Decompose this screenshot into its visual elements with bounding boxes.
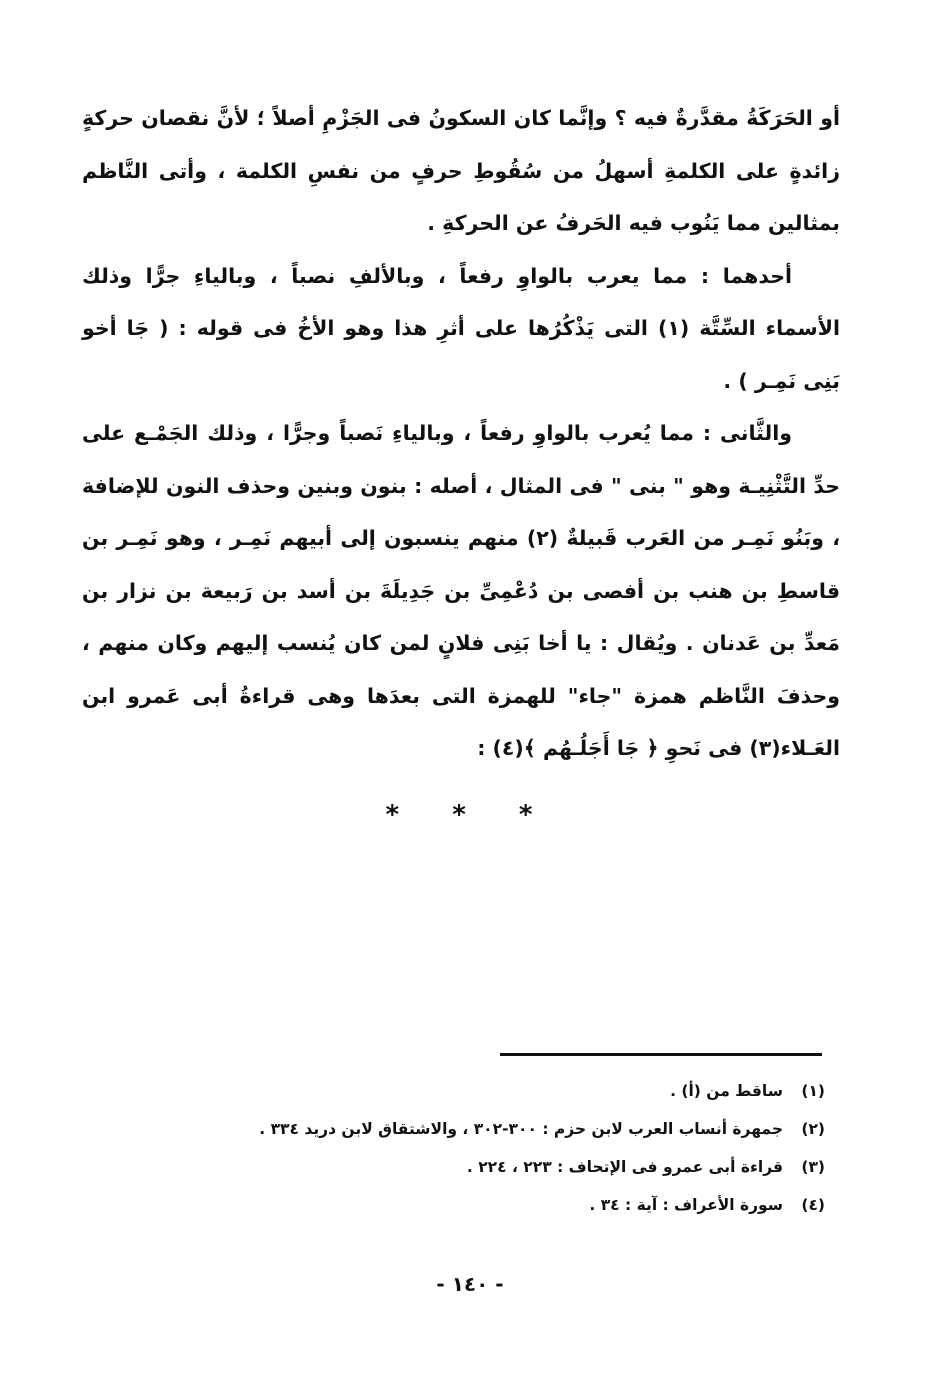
footnote-4: [200, 1186, 825, 1224]
paragraph-2: أحدهما : مما يعرب بالواوِ رفعاً ، وبالألفِ نصباً ، وبالياءِ جرًّا وذلك الأسماء السِّتَّة (١) التى يَذْكُرُها على أثرِ هذا وهو الأخُ فى قوله : ( جَا أخو بَنِى نَمِـر ) .: [82, 263, 840, 393]
main-text: [82, 92, 840, 775]
footnote-divider: [500, 1053, 822, 1056]
footnote-3: [200, 1148, 825, 1186]
footnote-text: سورة الأعراف : آية : ٣٤ .: [589, 1196, 783, 1214]
paragraph-3: والثَّانى : مما يُعرب بالواوِ رفعاً ، وبالياءِ نَصباً وجرًّا ، وذلك الجَمْـع على حدِّ التَّثْنِيـة وهو " بنى " فى المثال ، أصله : بنون وبنين وحذف النون للإضافة ، وبَنُو نَمِـر من العَرب قَبيلةٌ (٢) منهم ينسبون إلى أبيهم نَمِـر ، وهو نَمِـر بن قاسطِ بن هنب بن أفصى بن دُعْمِىِّ بن جَدِيلَةَ بن أسد بن رَبيعة بن نزار بن مَعدِّ بن عَدنان . ويُقال : يا أخا بَنِى فلانٍ لمن كان يُنسب إليهم وكان منهم ، وحذفَ النَّاظم همزة "جاء" للهمزة التى بعدَها وهى قراءةُ أبى عَمرو ابن العَـلاء(٣) فى نَحوِ ﴿ جَا أَجَلُـهُم ﴾(٤) :: [82, 421, 840, 760]
footnote-text: ساقط من (أ) .: [670, 1082, 783, 1100]
footnote-2: [200, 1110, 825, 1148]
footnote-text: جمهرة أنساب العرب لابن حزم : ٣٠٠-٣٠٢ ، والاشتقاق لابن دريد ٣٣٤ .: [259, 1120, 783, 1138]
footnotes: [200, 1072, 825, 1224]
footnote-number: (٤): [801, 1196, 825, 1214]
paragraph-1: أو الحَرَكَةُ مقدَّرةٌ فيه ؟ وإنَّما كان السكونُ فى الجَزْمِ أصلاً ؛ لأنَّ نقصان حركةٍ زائدةٍ على الكلمةِ أسهلُ من سُقُوطِ حرفٍ من نفسِ الكلمة ، وأتى النَّاظم بمثالين مما يَنُوب فيه الحَرفُ عن الحركةِ .: [82, 106, 840, 235]
section-separator: * * *: [385, 800, 555, 830]
footnote-number: (٢): [801, 1120, 825, 1138]
footnote-1: [200, 1072, 825, 1110]
footnote-text: قراءة أبى عمرو فى الإتحاف : ٢٢٣ ، ٢٢٤ .: [466, 1158, 783, 1176]
footnote-number: (١): [801, 1082, 825, 1100]
footnote-number: (٣): [801, 1158, 825, 1176]
page-number: - ١٤٠ -: [436, 1272, 504, 1296]
